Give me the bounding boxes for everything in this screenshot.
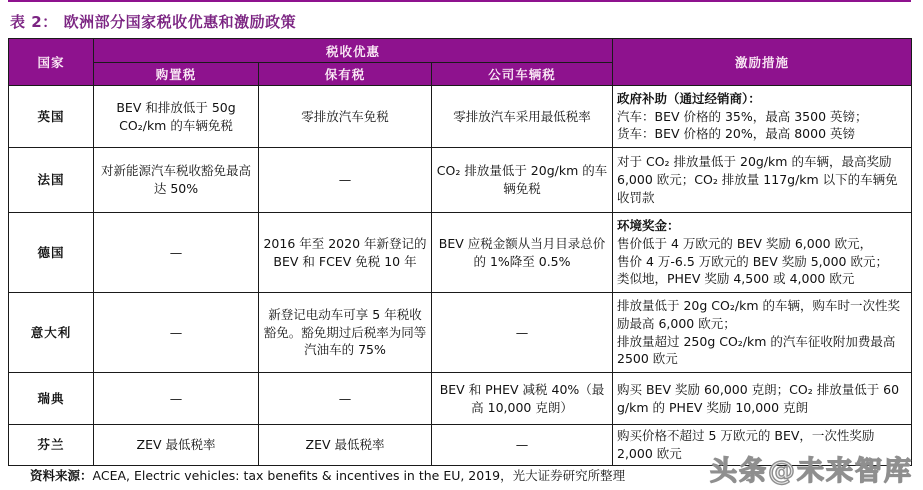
incentive-line: 购买 BEV 奖励 60,000 克朗；CO₂ 排放量低于 60 g/km 的 PHEV 奖励 10,000 克朗: [617, 381, 900, 415]
top-accent-rule: [8, 0, 911, 2]
cell-purchase-tax: —: [94, 293, 259, 373]
cell-company-car-tax: BEV 应税金额从当月目录总价的 1%降至 0.5%: [432, 213, 613, 293]
incentive-line: 环境奖金：: [617, 218, 680, 233]
cell-country: 英国: [9, 86, 94, 148]
table-title-tag: 表 2：: [10, 13, 58, 31]
cell-incentives: [613, 293, 912, 373]
cell-company-car-tax: —: [432, 293, 613, 373]
cell-purchase-tax: BEV 和排放低于 50g CO₂/km 的车辆免税: [94, 86, 259, 148]
cell-ownership-tax: 新登记电动车可享 5 年税收豁免。豁免期过后税率为同等汽油车的 75%: [259, 293, 432, 373]
cell-incentives: [613, 148, 912, 213]
table-row-sweden: [9, 373, 912, 425]
table-title: [10, 11, 296, 32]
cell-country: 德国: [9, 213, 94, 293]
cell-incentives: [613, 373, 912, 425]
cell-purchase-tax: —: [94, 213, 259, 293]
incentive-line: 货车：BEV 价格的 20%，最高 8000 英镑: [617, 126, 856, 142]
col-header-purchase-tax: 购置税: [94, 63, 259, 86]
cell-country: 芬兰: [9, 425, 94, 466]
cell-country: 法国: [9, 148, 94, 213]
cell-country: 意大利: [9, 293, 94, 373]
source-note: [30, 466, 625, 484]
header-row-1: [9, 39, 912, 63]
cell-incentives: [613, 86, 912, 148]
table-row-italy: [9, 293, 912, 373]
incentive-line: 售价 4 万-6.5 万欧元的 BEV 奖励 5,000 欧元；: [617, 253, 888, 269]
cell-purchase-tax: 对新能源汽车税收豁免最高达 50%: [94, 148, 259, 213]
incentive-line: 政府补助（通过经销商）：: [617, 90, 761, 106]
cell-company-car-tax: CO₂ 排放量低于 20g/km 的车辆免税: [432, 148, 613, 213]
source-text: ACEA, Electric vehicles: tax benefits & incentives in the EU, 2019，光大证券研究所整理: [92, 468, 626, 483]
policy-table: [8, 38, 912, 466]
col-header-company-car-tax: 公司车辆税: [432, 63, 613, 86]
col-header-country: 国家: [9, 39, 94, 86]
incentive-line: 售价低于 4 万欧元的 BEV 奖励 6,000 欧元，: [617, 235, 873, 251]
cell-ownership-tax: —: [259, 373, 432, 425]
col-header-tax-group: 税收优惠: [94, 39, 613, 63]
source-label: 资料来源：: [30, 468, 93, 483]
table-title-text: 欧洲部分国家税收优惠和激励政策: [63, 13, 297, 31]
cell-ownership-tax: 零排放汽车免税: [259, 86, 432, 148]
incentive-line: 排放量低于 20g CO₂/km 的车辆，购车时一次性奖励最高 6,000 欧元；: [617, 298, 900, 331]
cell-incentives: [613, 213, 912, 293]
incentive-line: 类似地，PHEV 奖励 4,500 或 4,000 欧元: [617, 271, 855, 287]
col-header-incentives: 激励措施: [613, 39, 912, 86]
table-row-france: [9, 148, 912, 213]
cell-country: 瑞典: [9, 373, 94, 425]
table-row-germany: [9, 213, 912, 293]
col-header-ownership-tax: 保有税: [259, 63, 432, 86]
incentive-line: 对于 CO₂ 排放量低于 20g/km 的车辆，最高奖励 6,000 欧元；CO₂ 排放量 117g/km 以下的车辆免收罚款: [617, 154, 898, 205]
cell-company-car-tax: BEV 和 PHEV 减税 40%（最高 10,000 克朗）: [432, 373, 613, 425]
cell-company-car-tax: —: [432, 425, 613, 466]
watermark-toutiao: 头条@未来智库: [710, 456, 913, 487]
incentive-line: 汽车：BEV 价格的 35%，最高 3500 英镑；: [617, 108, 868, 124]
table-row-uk: [9, 86, 912, 148]
cell-purchase-tax: —: [94, 373, 259, 425]
incentive-line: 排放量超过 250g CO₂/km 的汽车征收附加费最高 2500 欧元: [617, 333, 896, 367]
cell-purchase-tax: ZEV 最低税率: [94, 425, 259, 466]
cell-ownership-tax: ZEV 最低税率: [259, 425, 432, 466]
cell-ownership-tax: —: [259, 148, 432, 213]
cell-ownership-tax: 2016 年至 2020 年新登记的 BEV 和 FCEV 免税 10 年: [259, 213, 432, 293]
cell-company-car-tax: 零排放汽车采用最低税率: [432, 86, 613, 148]
incentive-line: 购买价格不超过 5 万欧元的 BEV，一次性奖励 2,000 欧元: [617, 428, 875, 461]
